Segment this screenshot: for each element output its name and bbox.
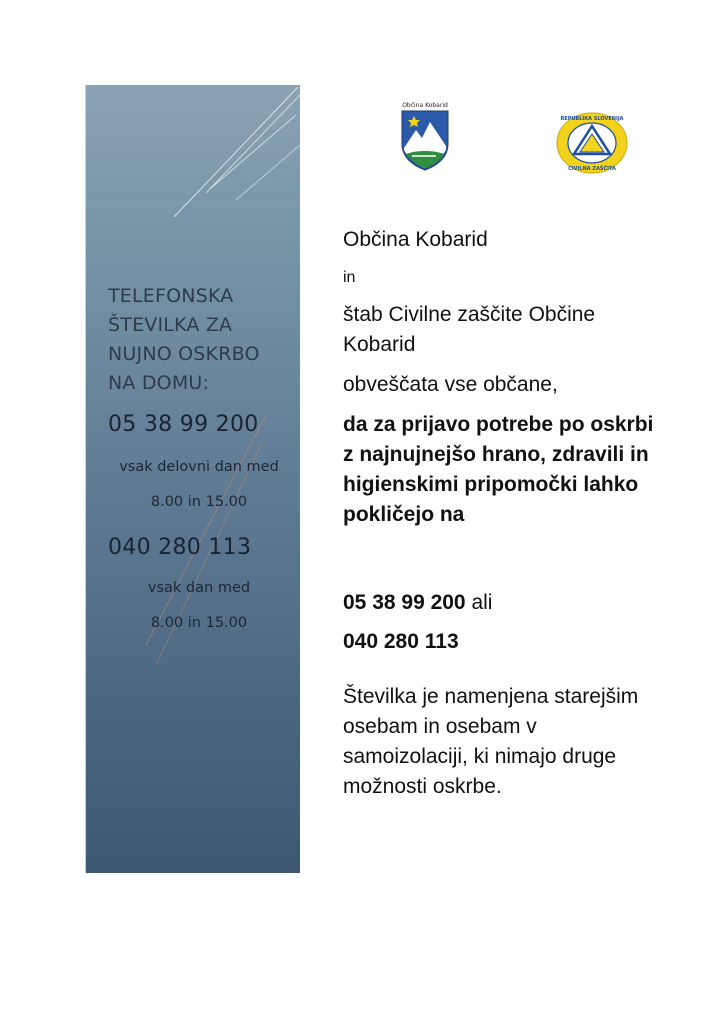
sidebar-phone-2-hours-label: vsak dan med [147, 580, 251, 596]
phone-or-text: ali [465, 591, 493, 614]
sidebar-phone-2-hours: 8.00 in 15.00 [150, 615, 248, 631]
sidebar-phone-1: 05 38 99 200 [108, 412, 259, 437]
target-audience-note: Številka je namenjena starejšim osebam in osebam v samoizolaciji, ki nimajo druge možnosti oskrbe. [343, 685, 639, 798]
svg-text:Občina Kobarid: Občina Kobarid [402, 102, 448, 109]
decorative-lines [86, 85, 300, 873]
phone-number-1: 05 38 99 200 [343, 591, 466, 614]
civil-protection-logo [556, 112, 628, 174]
svg-text:CIVILNA ZAŠČITA: CIVILNA ZAŠČITA [568, 166, 616, 172]
civil-protection-staff-name: štab Civilne zaščite Občine Kobarid [343, 303, 596, 356]
info-sidebar [85, 85, 300, 873]
sidebar-phone-2: 040 280 113 [108, 535, 252, 560]
phone-line-1 [343, 588, 492, 618]
municipality-name: Občina Kobarid [343, 228, 488, 251]
kobarid-coat-of-arms-logo [396, 100, 454, 172]
conjunction-text: in [343, 269, 356, 286]
announcement-intro: obveščata vse občane, [343, 373, 558, 396]
phone-number-2: 040 280 113 [343, 630, 459, 653]
announcement-body: da za prijavo potrebe po oskrbi z najnujnejšo hrano, zdravili in higienskimi pripomočki lahko pokličejo na [343, 413, 654, 526]
sidebar-phone-1-hours-label: vsak delovni dan med [119, 459, 279, 475]
sidebar-phone-1-hours: 8.00 in 15.00 [150, 494, 248, 510]
sidebar-heading: TELEFONSKA ŠTEVILKA ZA NUJNO OSKRBO NA DOMU: [108, 285, 260, 394]
svg-text:REPUBLIKA SLOVENIJA: REPUBLIKA SLOVENIJA [560, 116, 624, 122]
